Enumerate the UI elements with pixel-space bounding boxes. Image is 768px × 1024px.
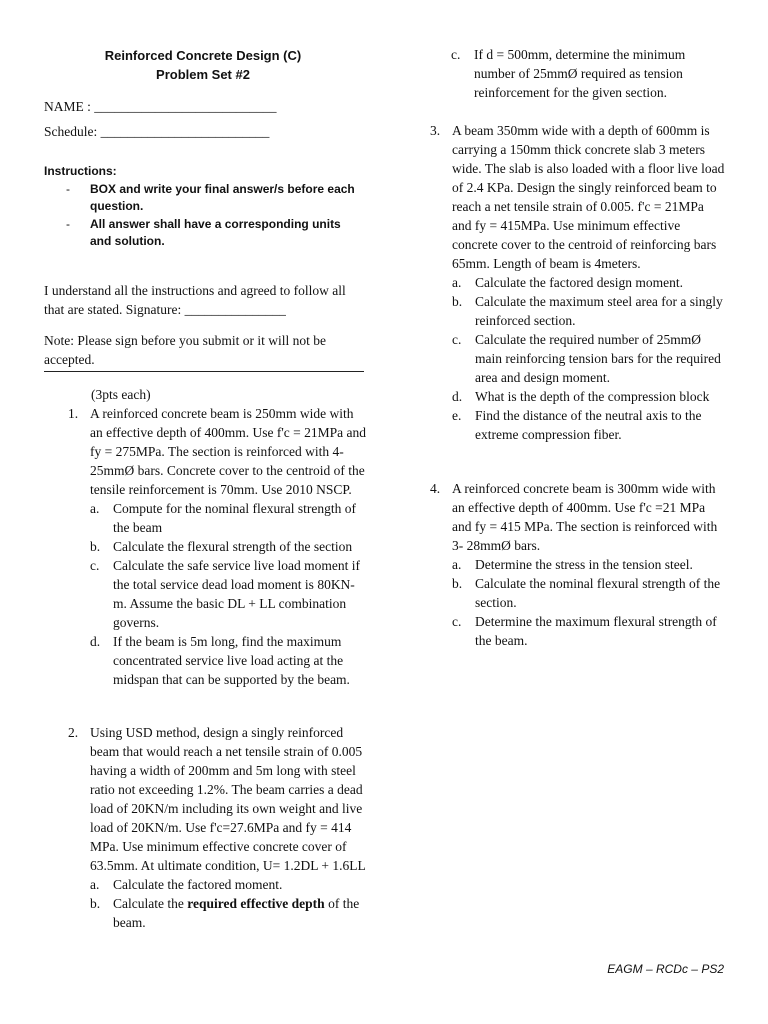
title-line-2: Problem Set #2	[156, 67, 250, 82]
subquestion: e. Find the distance of the neutral axis to the extreme compression fiber.	[452, 408, 702, 442]
question-number: 1.	[68, 406, 79, 421]
section-divider	[44, 371, 364, 372]
schedule-field: Schedule: _________________________	[44, 124, 270, 139]
question-2	[44, 723, 366, 932]
question-item	[414, 121, 726, 444]
subquestion-list	[452, 555, 726, 650]
student-fields	[44, 97, 364, 147]
question-number: 2.	[68, 725, 79, 740]
emphasis-text: required effective depth	[187, 896, 325, 911]
question-1	[44, 404, 366, 689]
subquestion: a. Calculate the factored moment.	[90, 877, 283, 892]
subquestion: a. Determine the stress in the tension steel.	[452, 557, 693, 572]
instructions-list	[44, 181, 364, 251]
subquestion: b. Calculate the nominal flexural strength of the section.	[452, 576, 721, 610]
instruction-item: - BOX and write your final answer/s before each question.	[66, 181, 355, 213]
subquestion: b. Calculate the required effective depth of the beam.	[90, 896, 360, 930]
question-2-continued	[414, 45, 726, 102]
question-number: 4.	[430, 481, 441, 496]
subquestion: c. Calculate the safe service live load moment if the total service dead load moment is 80KN-m. Assume the basic DL + LL combination governs.	[90, 558, 361, 630]
page-footer: EAGM – RCDc – PS2	[607, 962, 724, 976]
subquestion-list	[90, 499, 366, 689]
question-item	[44, 404, 366, 689]
document-title	[44, 46, 362, 84]
subquestion: b. Calculate the flexural strength of the section	[90, 539, 353, 554]
signature-note: Note: Please sign before you submit or it will not be accepted.	[44, 333, 326, 367]
question-3	[414, 121, 726, 444]
subquestion: a. Calculate the factored design moment.	[452, 275, 684, 290]
points-label: (3pts each)	[91, 387, 151, 402]
instructions	[44, 163, 364, 251]
name-field: NAME : ___________________________	[44, 99, 277, 114]
question-4	[414, 479, 726, 650]
question-text: A reinforced concrete beam is 300mm wide with an effective depth of 400mm. Use f'c =21 MPa and fy = 415 MPa. The section is reinforced with 3- 28mmØ bars.	[452, 481, 718, 553]
instructions-heading: Instructions:	[44, 164, 117, 178]
subquestion-list	[452, 273, 726, 444]
question-item	[414, 479, 726, 650]
subquestion: a. Compute for the nominal flexural strength of the beam	[90, 501, 356, 535]
question-text: A reinforced concrete beam is 250mm wide with an effective depth of 400mm. Use f'c = 21MPa and fy = 275MPa. The section is reinforced with 4-25mmØ bars. Concrete cover to the centroid of the tensile reinforcement is 70mm. Use 2010 NSCP.	[90, 406, 366, 497]
question-text: A beam 350mm wide with a depth of 600mm is carrying a 150mm thick concrete slab 3 meters wide. The slab is also loaded with a floor live load of 2.4 KPa. Design the singly reinforced beam to reach a net tensile strain of 0.005. f'c = 21MPa and fy = 415MPa. Use minimum effective concrete cover to the centroid of reinforcing bars 65mm. Length of beam is 4meters.	[452, 123, 725, 271]
subquestion-list	[90, 875, 366, 932]
instruction-item: - All answer shall have a corresponding units and solution.	[66, 216, 341, 248]
question-item	[44, 723, 366, 932]
question-number: 3.	[430, 123, 441, 138]
subquestion: c. Determine the maximum flexural strength of the beam.	[452, 614, 717, 648]
agreement-statement: I understand all the instructions and agreed to follow all that are stated. Signature: _______________	[44, 283, 346, 317]
title-line-1: Reinforced Concrete Design (C)	[104, 48, 302, 63]
question-text: Using USD method, design a singly reinforced beam that would reach a net tensile strain of 0.005 having a width of 200mm and 5m long with steel ratio not exceeding 1.2%. The beam carries a dead load of 20KN/m including its own weight and live load of 20KN/m. Use f'c=27.6MPa and fy = 414 MPa. Use minimum effective concrete cover of 63.5mm. At ultimate condition, U= 1.2DL + 1.6LL	[90, 725, 366, 873]
subquestion: d. If the beam is 5m long, find the maximum concentrated service live load acting at the midspan that can be supported by the beam.	[90, 634, 350, 687]
subquestion: d. What is the depth of the compression block	[452, 389, 710, 404]
subquestion: c. Calculate the required number of 25mmØ main reinforcing tension bars for the required area and design moment.	[452, 332, 721, 385]
subquestion: c. If d = 500mm, determine the minimum number of 25mmØ required as tension reinforcement for the given section.	[451, 47, 686, 100]
subquestion: b. Calculate the maximum steel area for a singly reinforced section.	[452, 294, 723, 328]
